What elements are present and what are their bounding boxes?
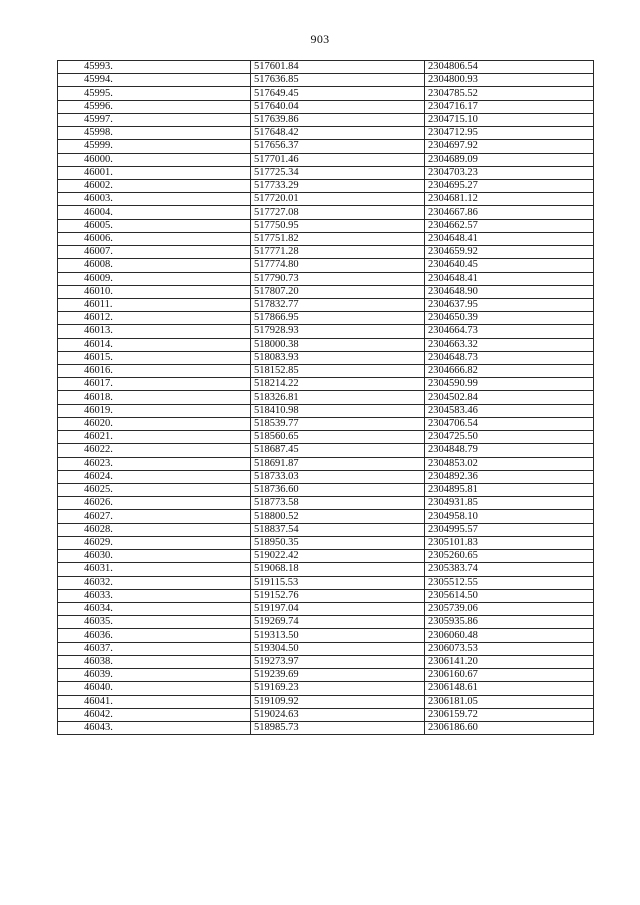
x-coordinate-cell: 517636.85 — [251, 74, 425, 87]
x-coordinate-cell: 518083.93 — [251, 351, 425, 364]
point-number-cell: 45997. — [58, 113, 251, 126]
table-row — [58, 193, 594, 206]
y-coordinate-cell: 2304715.10 — [425, 113, 594, 126]
point-number-cell: 46037. — [58, 642, 251, 655]
point-number-cell: 46026. — [58, 497, 251, 510]
y-coordinate-cell: 2304662.57 — [425, 219, 594, 232]
y-coordinate-cell: 2304958.10 — [425, 510, 594, 523]
point-number-cell: 46001. — [58, 166, 251, 179]
table-row — [58, 457, 594, 470]
coordinates-table — [57, 60, 594, 735]
coordinates-table-body — [58, 61, 594, 735]
y-coordinate-cell: 2304892.36 — [425, 470, 594, 483]
y-coordinate-cell: 2306148.61 — [425, 682, 594, 695]
y-coordinate-cell: 2304637.95 — [425, 298, 594, 311]
x-coordinate-cell: 519115.53 — [251, 576, 425, 589]
point-number-cell: 46024. — [58, 470, 251, 483]
table-row — [58, 708, 594, 721]
point-number-cell: 46029. — [58, 536, 251, 549]
x-coordinate-cell: 518000.38 — [251, 338, 425, 351]
x-coordinate-cell: 517750.95 — [251, 219, 425, 232]
x-coordinate-cell: 517771.28 — [251, 246, 425, 259]
point-number-cell: 46007. — [58, 246, 251, 259]
x-coordinate-cell: 517866.95 — [251, 312, 425, 325]
table-row — [58, 470, 594, 483]
table-row — [58, 351, 594, 364]
x-coordinate-cell: 518773.58 — [251, 497, 425, 510]
table-row — [58, 219, 594, 232]
point-number-cell: 46025. — [58, 484, 251, 497]
table-row — [58, 589, 594, 602]
x-coordinate-cell: 518733.03 — [251, 470, 425, 483]
y-coordinate-cell: 2304664.73 — [425, 325, 594, 338]
y-coordinate-cell: 2304650.39 — [425, 312, 594, 325]
point-number-cell: 46043. — [58, 721, 251, 734]
y-coordinate-cell: 2304590.99 — [425, 378, 594, 391]
x-coordinate-cell: 517727.08 — [251, 206, 425, 219]
point-number-cell: 46005. — [58, 219, 251, 232]
x-coordinate-cell: 517807.20 — [251, 285, 425, 298]
point-number-cell: 46022. — [58, 444, 251, 457]
y-coordinate-cell: 2304648.41 — [425, 272, 594, 285]
table-row — [58, 259, 594, 272]
x-coordinate-cell: 518560.65 — [251, 431, 425, 444]
x-coordinate-cell: 518152.85 — [251, 365, 425, 378]
x-coordinate-cell: 518326.81 — [251, 391, 425, 404]
table-row — [58, 378, 594, 391]
point-number-cell: 46010. — [58, 285, 251, 298]
point-number-cell: 45994. — [58, 74, 251, 87]
table-row — [58, 61, 594, 74]
y-coordinate-cell: 2304640.45 — [425, 259, 594, 272]
table-row — [58, 166, 594, 179]
x-coordinate-cell: 518214.22 — [251, 378, 425, 391]
table-row — [58, 682, 594, 695]
x-coordinate-cell: 517725.34 — [251, 166, 425, 179]
point-number-cell: 46014. — [58, 338, 251, 351]
y-coordinate-cell: 2304681.12 — [425, 193, 594, 206]
point-number-cell: 46016. — [58, 365, 251, 378]
y-coordinate-cell: 2304895.81 — [425, 484, 594, 497]
x-coordinate-cell: 517701.46 — [251, 153, 425, 166]
table-row — [58, 113, 594, 126]
table-row — [58, 285, 594, 298]
y-coordinate-cell: 2304706.54 — [425, 417, 594, 430]
y-coordinate-cell: 2304848.79 — [425, 444, 594, 457]
table-row — [58, 298, 594, 311]
y-coordinate-cell: 2306160.67 — [425, 669, 594, 682]
point-number-cell: 46000. — [58, 153, 251, 166]
table-row — [58, 87, 594, 100]
x-coordinate-cell: 517751.82 — [251, 232, 425, 245]
table-row — [58, 721, 594, 734]
table-row — [58, 100, 594, 113]
table-row — [58, 563, 594, 576]
point-number-cell: 46018. — [58, 391, 251, 404]
y-coordinate-cell: 2304648.73 — [425, 351, 594, 364]
x-coordinate-cell: 518539.77 — [251, 417, 425, 430]
table-row — [58, 206, 594, 219]
table-row — [58, 312, 594, 325]
y-coordinate-cell: 2304725.50 — [425, 431, 594, 444]
x-coordinate-cell: 519109.92 — [251, 695, 425, 708]
x-coordinate-cell: 519304.50 — [251, 642, 425, 655]
point-number-cell: 46033. — [58, 589, 251, 602]
point-number-cell: 46012. — [58, 312, 251, 325]
y-coordinate-cell: 2304663.32 — [425, 338, 594, 351]
point-number-cell: 46019. — [58, 404, 251, 417]
point-number-cell: 46013. — [58, 325, 251, 338]
table-row — [58, 536, 594, 549]
y-coordinate-cell: 2306141.20 — [425, 655, 594, 668]
point-number-cell: 46008. — [58, 259, 251, 272]
y-coordinate-cell: 2304695.27 — [425, 179, 594, 192]
x-coordinate-cell: 517648.42 — [251, 127, 425, 140]
point-number-cell: 46004. — [58, 206, 251, 219]
y-coordinate-cell: 2305935.86 — [425, 616, 594, 629]
point-number-cell: 45995. — [58, 87, 251, 100]
y-coordinate-cell: 2304853.02 — [425, 457, 594, 470]
y-coordinate-cell: 2306159.72 — [425, 708, 594, 721]
table-row — [58, 338, 594, 351]
table-row — [58, 642, 594, 655]
table-row — [58, 246, 594, 259]
point-number-cell: 45993. — [58, 61, 251, 74]
y-coordinate-cell: 2304583.46 — [425, 404, 594, 417]
x-coordinate-cell: 517639.86 — [251, 113, 425, 126]
point-number-cell: 46034. — [58, 602, 251, 615]
x-coordinate-cell: 519024.63 — [251, 708, 425, 721]
point-number-cell: 46003. — [58, 193, 251, 206]
table-row — [58, 74, 594, 87]
y-coordinate-cell: 2304785.52 — [425, 87, 594, 100]
point-number-cell: 46021. — [58, 431, 251, 444]
table-row — [58, 140, 594, 153]
y-coordinate-cell: 2304659.92 — [425, 246, 594, 259]
x-coordinate-cell: 518985.73 — [251, 721, 425, 734]
point-number-cell: 46028. — [58, 523, 251, 536]
table-row — [58, 695, 594, 708]
y-coordinate-cell: 2305260.65 — [425, 550, 594, 563]
x-coordinate-cell: 517720.01 — [251, 193, 425, 206]
x-coordinate-cell: 517928.93 — [251, 325, 425, 338]
point-number-cell: 46023. — [58, 457, 251, 470]
x-coordinate-cell: 518736.60 — [251, 484, 425, 497]
point-number-cell: 46040. — [58, 682, 251, 695]
y-coordinate-cell: 2304806.54 — [425, 61, 594, 74]
table-row — [58, 417, 594, 430]
point-number-cell: 46015. — [58, 351, 251, 364]
point-number-cell: 46017. — [58, 378, 251, 391]
x-coordinate-cell: 519197.04 — [251, 602, 425, 615]
table-row — [58, 431, 594, 444]
table-row — [58, 497, 594, 510]
y-coordinate-cell: 2306073.53 — [425, 642, 594, 655]
point-number-cell: 46042. — [58, 708, 251, 721]
point-number-cell: 45999. — [58, 140, 251, 153]
x-coordinate-cell: 518837.54 — [251, 523, 425, 536]
x-coordinate-cell: 518687.45 — [251, 444, 425, 457]
x-coordinate-cell: 517640.04 — [251, 100, 425, 113]
x-coordinate-cell: 517601.84 — [251, 61, 425, 74]
point-number-cell: 46035. — [58, 616, 251, 629]
y-coordinate-cell: 2306186.60 — [425, 721, 594, 734]
y-coordinate-cell: 2305512.55 — [425, 576, 594, 589]
x-coordinate-cell: 517774.80 — [251, 259, 425, 272]
table-row — [58, 179, 594, 192]
point-number-cell: 46030. — [58, 550, 251, 563]
x-coordinate-cell: 517790.73 — [251, 272, 425, 285]
y-coordinate-cell: 2304697.92 — [425, 140, 594, 153]
x-coordinate-cell: 519022.42 — [251, 550, 425, 563]
x-coordinate-cell: 519169.23 — [251, 682, 425, 695]
table-row — [58, 365, 594, 378]
table-row — [58, 523, 594, 536]
point-number-cell: 46002. — [58, 179, 251, 192]
x-coordinate-cell: 519273.97 — [251, 655, 425, 668]
y-coordinate-cell: 2304648.41 — [425, 232, 594, 245]
y-coordinate-cell: 2306181.05 — [425, 695, 594, 708]
y-coordinate-cell: 2305383.74 — [425, 563, 594, 576]
point-number-cell: 46041. — [58, 695, 251, 708]
y-coordinate-cell: 2305614.50 — [425, 589, 594, 602]
point-number-cell: 46038. — [58, 655, 251, 668]
table-row — [58, 444, 594, 457]
table-row — [58, 232, 594, 245]
table-row — [58, 404, 594, 417]
table-row — [58, 325, 594, 338]
x-coordinate-cell: 518950.35 — [251, 536, 425, 549]
page-number: 903 — [310, 32, 330, 46]
y-coordinate-cell: 2304995.57 — [425, 523, 594, 536]
x-coordinate-cell: 518691.87 — [251, 457, 425, 470]
x-coordinate-cell: 519313.50 — [251, 629, 425, 642]
table-row — [58, 655, 594, 668]
x-coordinate-cell: 518410.98 — [251, 404, 425, 417]
x-coordinate-cell: 517656.37 — [251, 140, 425, 153]
table-row — [58, 153, 594, 166]
point-number-cell: 46027. — [58, 510, 251, 523]
x-coordinate-cell: 517832.77 — [251, 298, 425, 311]
table-row — [58, 602, 594, 615]
point-number-cell: 46009. — [58, 272, 251, 285]
y-coordinate-cell: 2304712.95 — [425, 127, 594, 140]
x-coordinate-cell: 517733.29 — [251, 179, 425, 192]
table-row — [58, 127, 594, 140]
point-number-cell: 46011. — [58, 298, 251, 311]
table-row — [58, 576, 594, 589]
x-coordinate-cell: 519152.76 — [251, 589, 425, 602]
x-coordinate-cell: 517649.45 — [251, 87, 425, 100]
table-row — [58, 629, 594, 642]
y-coordinate-cell: 2305739.06 — [425, 602, 594, 615]
y-coordinate-cell: 2304716.17 — [425, 100, 594, 113]
table-row — [58, 391, 594, 404]
point-number-cell: 46036. — [58, 629, 251, 642]
y-coordinate-cell: 2304931.85 — [425, 497, 594, 510]
y-coordinate-cell: 2304648.90 — [425, 285, 594, 298]
point-number-cell: 45998. — [58, 127, 251, 140]
y-coordinate-cell: 2304502.84 — [425, 391, 594, 404]
x-coordinate-cell: 518800.52 — [251, 510, 425, 523]
table-row — [58, 510, 594, 523]
point-number-cell: 45996. — [58, 100, 251, 113]
point-number-cell: 46032. — [58, 576, 251, 589]
table-row — [58, 669, 594, 682]
table-row — [58, 272, 594, 285]
table-row — [58, 484, 594, 497]
y-coordinate-cell: 2304689.09 — [425, 153, 594, 166]
y-coordinate-cell: 2304666.82 — [425, 365, 594, 378]
y-coordinate-cell: 2304667.86 — [425, 206, 594, 219]
x-coordinate-cell: 519269.74 — [251, 616, 425, 629]
y-coordinate-cell: 2304800.93 — [425, 74, 594, 87]
table-row — [58, 550, 594, 563]
x-coordinate-cell: 519239.69 — [251, 669, 425, 682]
x-coordinate-cell: 519068.18 — [251, 563, 425, 576]
table-row — [58, 616, 594, 629]
point-number-cell: 46006. — [58, 232, 251, 245]
point-number-cell: 46031. — [58, 563, 251, 576]
point-number-cell: 46020. — [58, 417, 251, 430]
point-number-cell: 46039. — [58, 669, 251, 682]
y-coordinate-cell: 2306060.48 — [425, 629, 594, 642]
y-coordinate-cell: 2305101.83 — [425, 536, 594, 549]
y-coordinate-cell: 2304703.23 — [425, 166, 594, 179]
